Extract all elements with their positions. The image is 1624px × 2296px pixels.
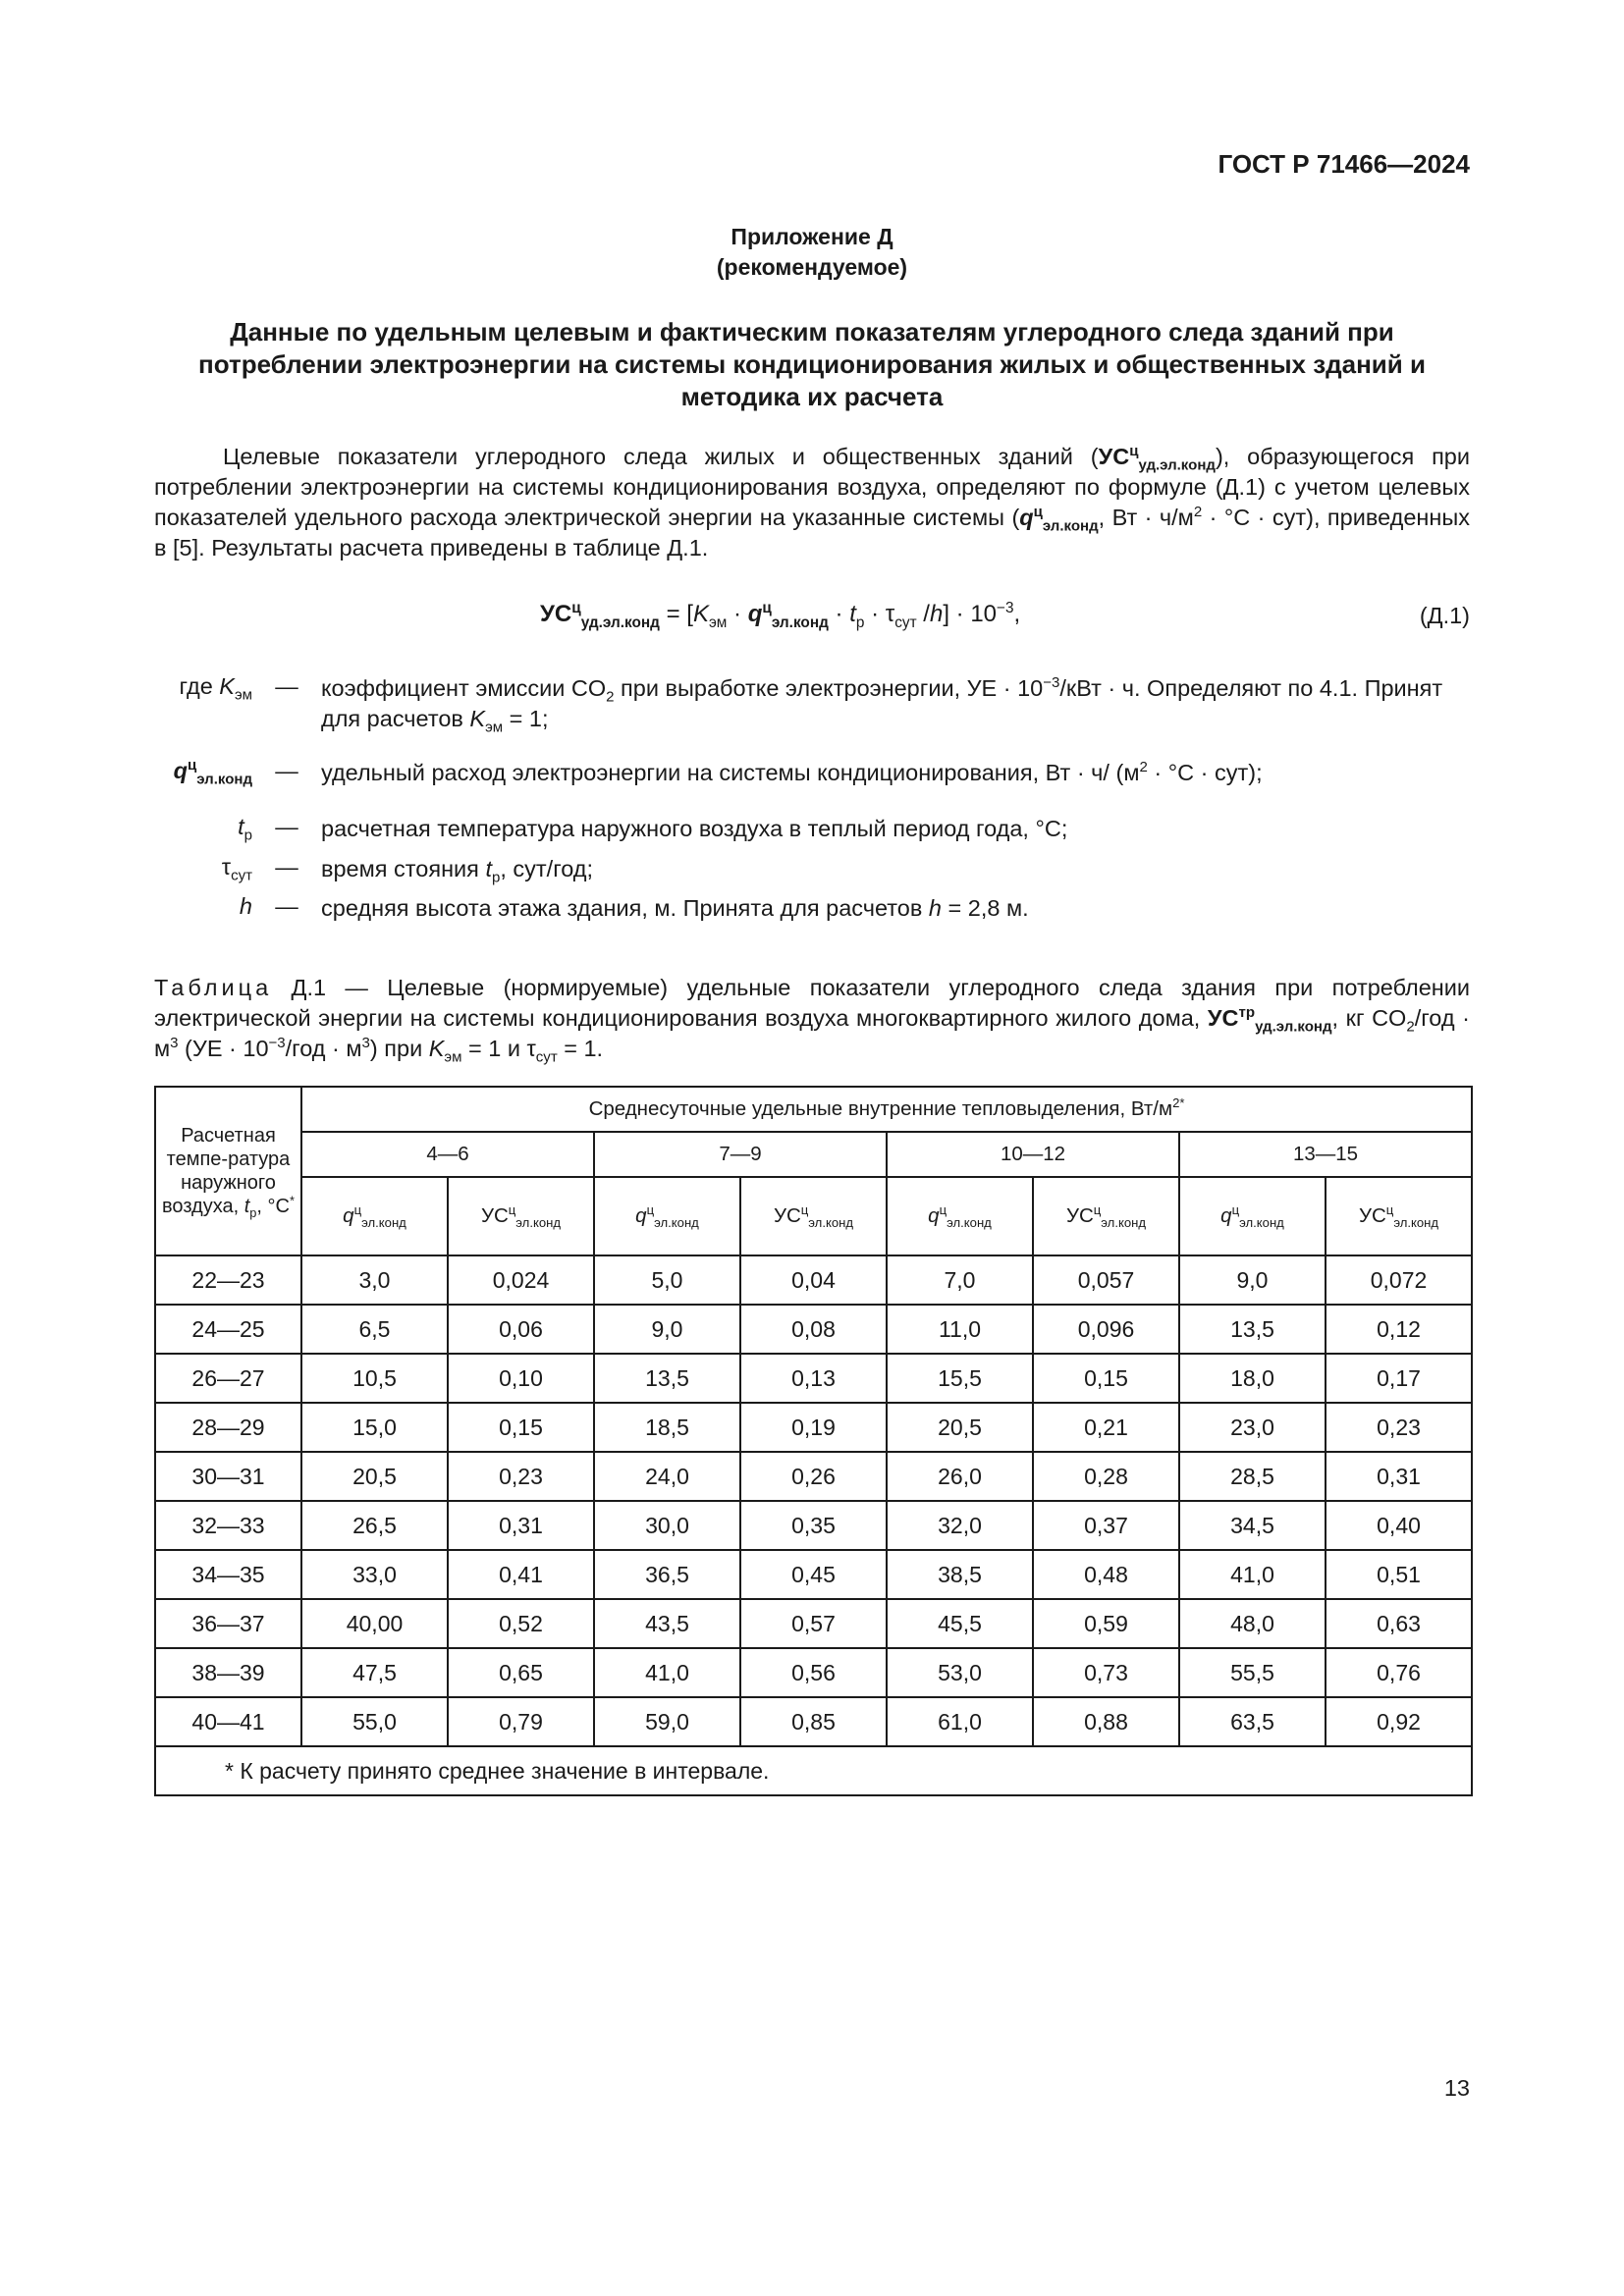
table-cell: 0,06 — [448, 1305, 594, 1354]
table-cell: 23,0 — [1179, 1403, 1326, 1452]
header-us: $УС^ц_{эл.конд}$ — [1326, 1177, 1472, 1255]
table-cell: 9,0 — [594, 1305, 740, 1354]
table-cell: 0,85 — [740, 1697, 887, 1746]
table-cell: 0,17 — [1326, 1354, 1472, 1403]
table-cell: 20,5 — [887, 1403, 1033, 1452]
table-cell: 33,0 — [301, 1550, 448, 1599]
table-cell: 0,56 — [740, 1648, 887, 1697]
table-cell: 0,65 — [448, 1648, 594, 1697]
table-cell: 0,31 — [448, 1501, 594, 1550]
table-row — [155, 1403, 1472, 1452]
table-cell: 10,5 — [301, 1354, 448, 1403]
table-cell: 59,0 — [594, 1697, 740, 1746]
table-cell: 0,15 — [448, 1403, 594, 1452]
table-row — [155, 1354, 1472, 1403]
table-cell: 0,79 — [448, 1697, 594, 1746]
header-group: 13—15 — [1179, 1132, 1472, 1177]
table-cell: 0,15 — [1033, 1354, 1179, 1403]
table-cell: 0,04 — [740, 1255, 887, 1305]
header-us: $УС^ц_{эл.конд}$ — [448, 1177, 594, 1255]
header-us: $УС^ц_{эл.конд}$ — [1033, 1177, 1179, 1255]
table-row — [155, 1501, 1472, 1550]
table-cell: 13,5 — [594, 1354, 740, 1403]
table-cell: 0,072 — [1326, 1255, 1472, 1305]
cell-temperature: 28—29 — [155, 1403, 301, 1452]
table-cell: 48,0 — [1179, 1599, 1326, 1648]
table-cell: 0,23 — [448, 1452, 594, 1501]
header-heat-gains: Среднесуточные удельные внутренние тепловыделения, $Вт/м^{2*}$ — [301, 1087, 1472, 1132]
table-cell: 47,5 — [301, 1648, 448, 1697]
definition-tau: $\tau_{сут}$ — время стояния $t_р$, сут/год; — [221, 854, 594, 886]
table-cell: 15,0 — [301, 1403, 448, 1452]
table-cell: 11,0 — [887, 1305, 1033, 1354]
table-cell: 0,73 — [1033, 1648, 1179, 1697]
table-cell: 0,51 — [1326, 1550, 1472, 1599]
document-title: Данные по удельным целевым и фактическим показателям углеродного следа зданий при потреблении электроэнергии на системы кондиционирования жилых и общественных зданий и методика их расчета — [198, 317, 1426, 411]
intro-paragraph: Целевые показатели углеродного следа жилых и общественных зданий $(УС^ц_{уд.эл.конд})$, образующегося при потреблении электроэнергии на системы кондиционирования воздуха, определяют по формуле (Д.1) с учетом целевых показателей удельного расхода электрической энергии на указанные системы ($q^ц_{эл.конд}$, Вт · $ч/м^2 \cdot ^\circ С \cdot сут$), приведенных в [5]. Результаты расчета приведены в таблице Д.1. — [154, 443, 1470, 561]
table-cell: 18,0 — [1179, 1354, 1326, 1403]
table-cell: 0,57 — [740, 1599, 887, 1648]
table-cell: 43,5 — [594, 1599, 740, 1648]
table-cell: 0,024 — [448, 1255, 594, 1305]
header-q: $q^ц_{эл.конд}$ — [594, 1177, 740, 1255]
cell-temperature: 22—23 — [155, 1255, 301, 1305]
cell-temperature: 24—25 — [155, 1305, 301, 1354]
table-cell: 0,31 — [1326, 1452, 1472, 1501]
table-note: * К расчету принято среднее значение в интервале. — [155, 1746, 1472, 1795]
table-row — [155, 1599, 1472, 1648]
header-q: $q^ц_{эл.конд}$ — [1179, 1177, 1326, 1255]
cell-temperature: 38—39 — [155, 1648, 301, 1697]
standard-number: ГОСТ Р 71466—2024 — [1218, 149, 1470, 179]
cell-temperature: 36—37 — [155, 1599, 301, 1648]
formula-d1: $УС^ц_{уд.эл.конд} = [K_{эм} \cdot q^ц_{эл.конд} \cdot t_р \cdot \tau_{сут}$ $/h] \cdot 10^{-3}$, — [540, 600, 1021, 631]
table-cell: 0,40 — [1326, 1501, 1472, 1550]
appendix-title: Приложение Д — [731, 224, 893, 249]
table-cell: 40,00 — [301, 1599, 448, 1648]
table-cell: 41,0 — [1179, 1550, 1326, 1599]
table-body — [155, 1255, 1472, 1746]
header-group: 4—6 — [301, 1132, 594, 1177]
cell-temperature: 32—33 — [155, 1501, 301, 1550]
table-cell: 0,37 — [1033, 1501, 1179, 1550]
table-cell: 0,92 — [1326, 1697, 1472, 1746]
table-cell: 0,28 — [1033, 1452, 1179, 1501]
table-cell: 38,5 — [887, 1550, 1033, 1599]
table-cell: 0,26 — [740, 1452, 887, 1501]
table-cell: 0,10 — [448, 1354, 594, 1403]
table-cell: 0,63 — [1326, 1599, 1472, 1648]
formula-number: (Д.1) — [1419, 603, 1470, 628]
table-cell: 26,0 — [887, 1452, 1033, 1501]
table-cell: 0,52 — [448, 1599, 594, 1648]
table-cell: 61,0 — [887, 1697, 1033, 1746]
table-cell: 28,5 — [1179, 1452, 1326, 1501]
table-cell: 15,5 — [887, 1354, 1033, 1403]
table-cell: 0,12 — [1326, 1305, 1472, 1354]
table-row — [155, 1452, 1472, 1501]
table-cell: 0,19 — [740, 1403, 887, 1452]
definition-t: $t_р$ — расчетная температура наружного воздуха в теплый период года, °С; — [238, 814, 1068, 844]
table-cell: 41,0 — [594, 1648, 740, 1697]
data-table — [154, 1086, 1473, 1796]
page-number: 13 — [1443, 2075, 1470, 2101]
table-cell: 36,5 — [594, 1550, 740, 1599]
table-cell: 63,5 — [1179, 1697, 1326, 1746]
cell-temperature: 26—27 — [155, 1354, 301, 1403]
table-cell: 9,0 — [1179, 1255, 1326, 1305]
definition-h: h — средняя высота этажа здания, м. Принята для расчетов h = 2,8 м. — [239, 893, 1029, 921]
table-cell: 55,0 — [301, 1697, 448, 1746]
table-cell: 45,5 — [887, 1599, 1033, 1648]
table-row — [155, 1697, 1472, 1746]
table-cell: 0,35 — [740, 1501, 887, 1550]
table-row — [155, 1550, 1472, 1599]
table-cell: 18,5 — [594, 1403, 740, 1452]
header-group: 10—12 — [887, 1132, 1179, 1177]
header-temperature: Расчетная темпе-ратура наружного воздуха, $t_р$, °С* — [155, 1087, 301, 1255]
table-cell: 0,48 — [1033, 1550, 1179, 1599]
table-cell: 55,5 — [1179, 1648, 1326, 1697]
table-caption: Таблица Д.1 — Целевые (нормируемые) удельные показатели углеродного следа здания при потреблении электрической энергии на системы кондиционирования воздуха многоквартирного жилого дома, $УС^{тр}_{уд.эл.конд}$, кг $CO_2$/год · $м^3$ ($УЕ \cdot 10^{-3}$/год · $м^3$) при $K_{эм} = 1$ и $\tau_{сут} = 1$. — [154, 975, 1470, 1066]
table-cell: 34,5 — [1179, 1501, 1326, 1550]
header-q: $q^ц_{эл.конд}$ — [887, 1177, 1033, 1255]
table-row — [155, 1648, 1472, 1697]
definition-q: $q^ц_{эл.конд}$ — удельный расход электроэнергии на системы кондиционирования, Вт · ч/ $(м^2 \cdot ^\circ С \cdot сут)$; — [173, 757, 1263, 788]
table-cell: 6,5 — [301, 1305, 448, 1354]
table-row — [155, 1305, 1472, 1354]
table-cell: 7,0 — [887, 1255, 1033, 1305]
table-cell: 0,08 — [740, 1305, 887, 1354]
header-q: $q^ц_{эл.конд}$ — [301, 1177, 448, 1255]
table-cell: 0,13 — [740, 1354, 887, 1403]
table-cell: 0,59 — [1033, 1599, 1179, 1648]
table-cell: 13,5 — [1179, 1305, 1326, 1354]
table-cell: 0,76 — [1326, 1648, 1472, 1697]
table-cell: 0,88 — [1033, 1697, 1179, 1746]
table-cell: 0,23 — [1326, 1403, 1472, 1452]
table-cell: 0,096 — [1033, 1305, 1179, 1354]
table-cell: 24,0 — [594, 1452, 740, 1501]
table-row — [155, 1255, 1472, 1305]
table-cell: 0,41 — [448, 1550, 594, 1599]
table-cell: 53,0 — [887, 1648, 1033, 1697]
table-cell: 3,0 — [301, 1255, 448, 1305]
table-cell: 5,0 — [594, 1255, 740, 1305]
table-cell: 0,45 — [740, 1550, 887, 1599]
appendix-status: (рекомендуемое) — [716, 254, 908, 280]
table-cell: 20,5 — [301, 1452, 448, 1501]
cell-temperature: 40—41 — [155, 1697, 301, 1746]
table-cell: 26,5 — [301, 1501, 448, 1550]
table-cell: 32,0 — [887, 1501, 1033, 1550]
table-cell: 0,21 — [1033, 1403, 1179, 1452]
header-group: 7—9 — [594, 1132, 887, 1177]
header-us: $УС^ц_{эл.конд}$ — [740, 1177, 887, 1255]
cell-temperature: 30—31 — [155, 1452, 301, 1501]
cell-temperature: 34—35 — [155, 1550, 301, 1599]
table-cell: 0,057 — [1033, 1255, 1179, 1305]
definition-k: где $K_{эм}$ — коэффициент эмиссии $CO_2$ при выработке электроэнергии, УЕ · $10^{-3}$/кВт · ч. Определяют по 4.1. Принят для расчетов $K_{эм} = 1$; — [179, 673, 1443, 736]
table-cell: 30,0 — [594, 1501, 740, 1550]
